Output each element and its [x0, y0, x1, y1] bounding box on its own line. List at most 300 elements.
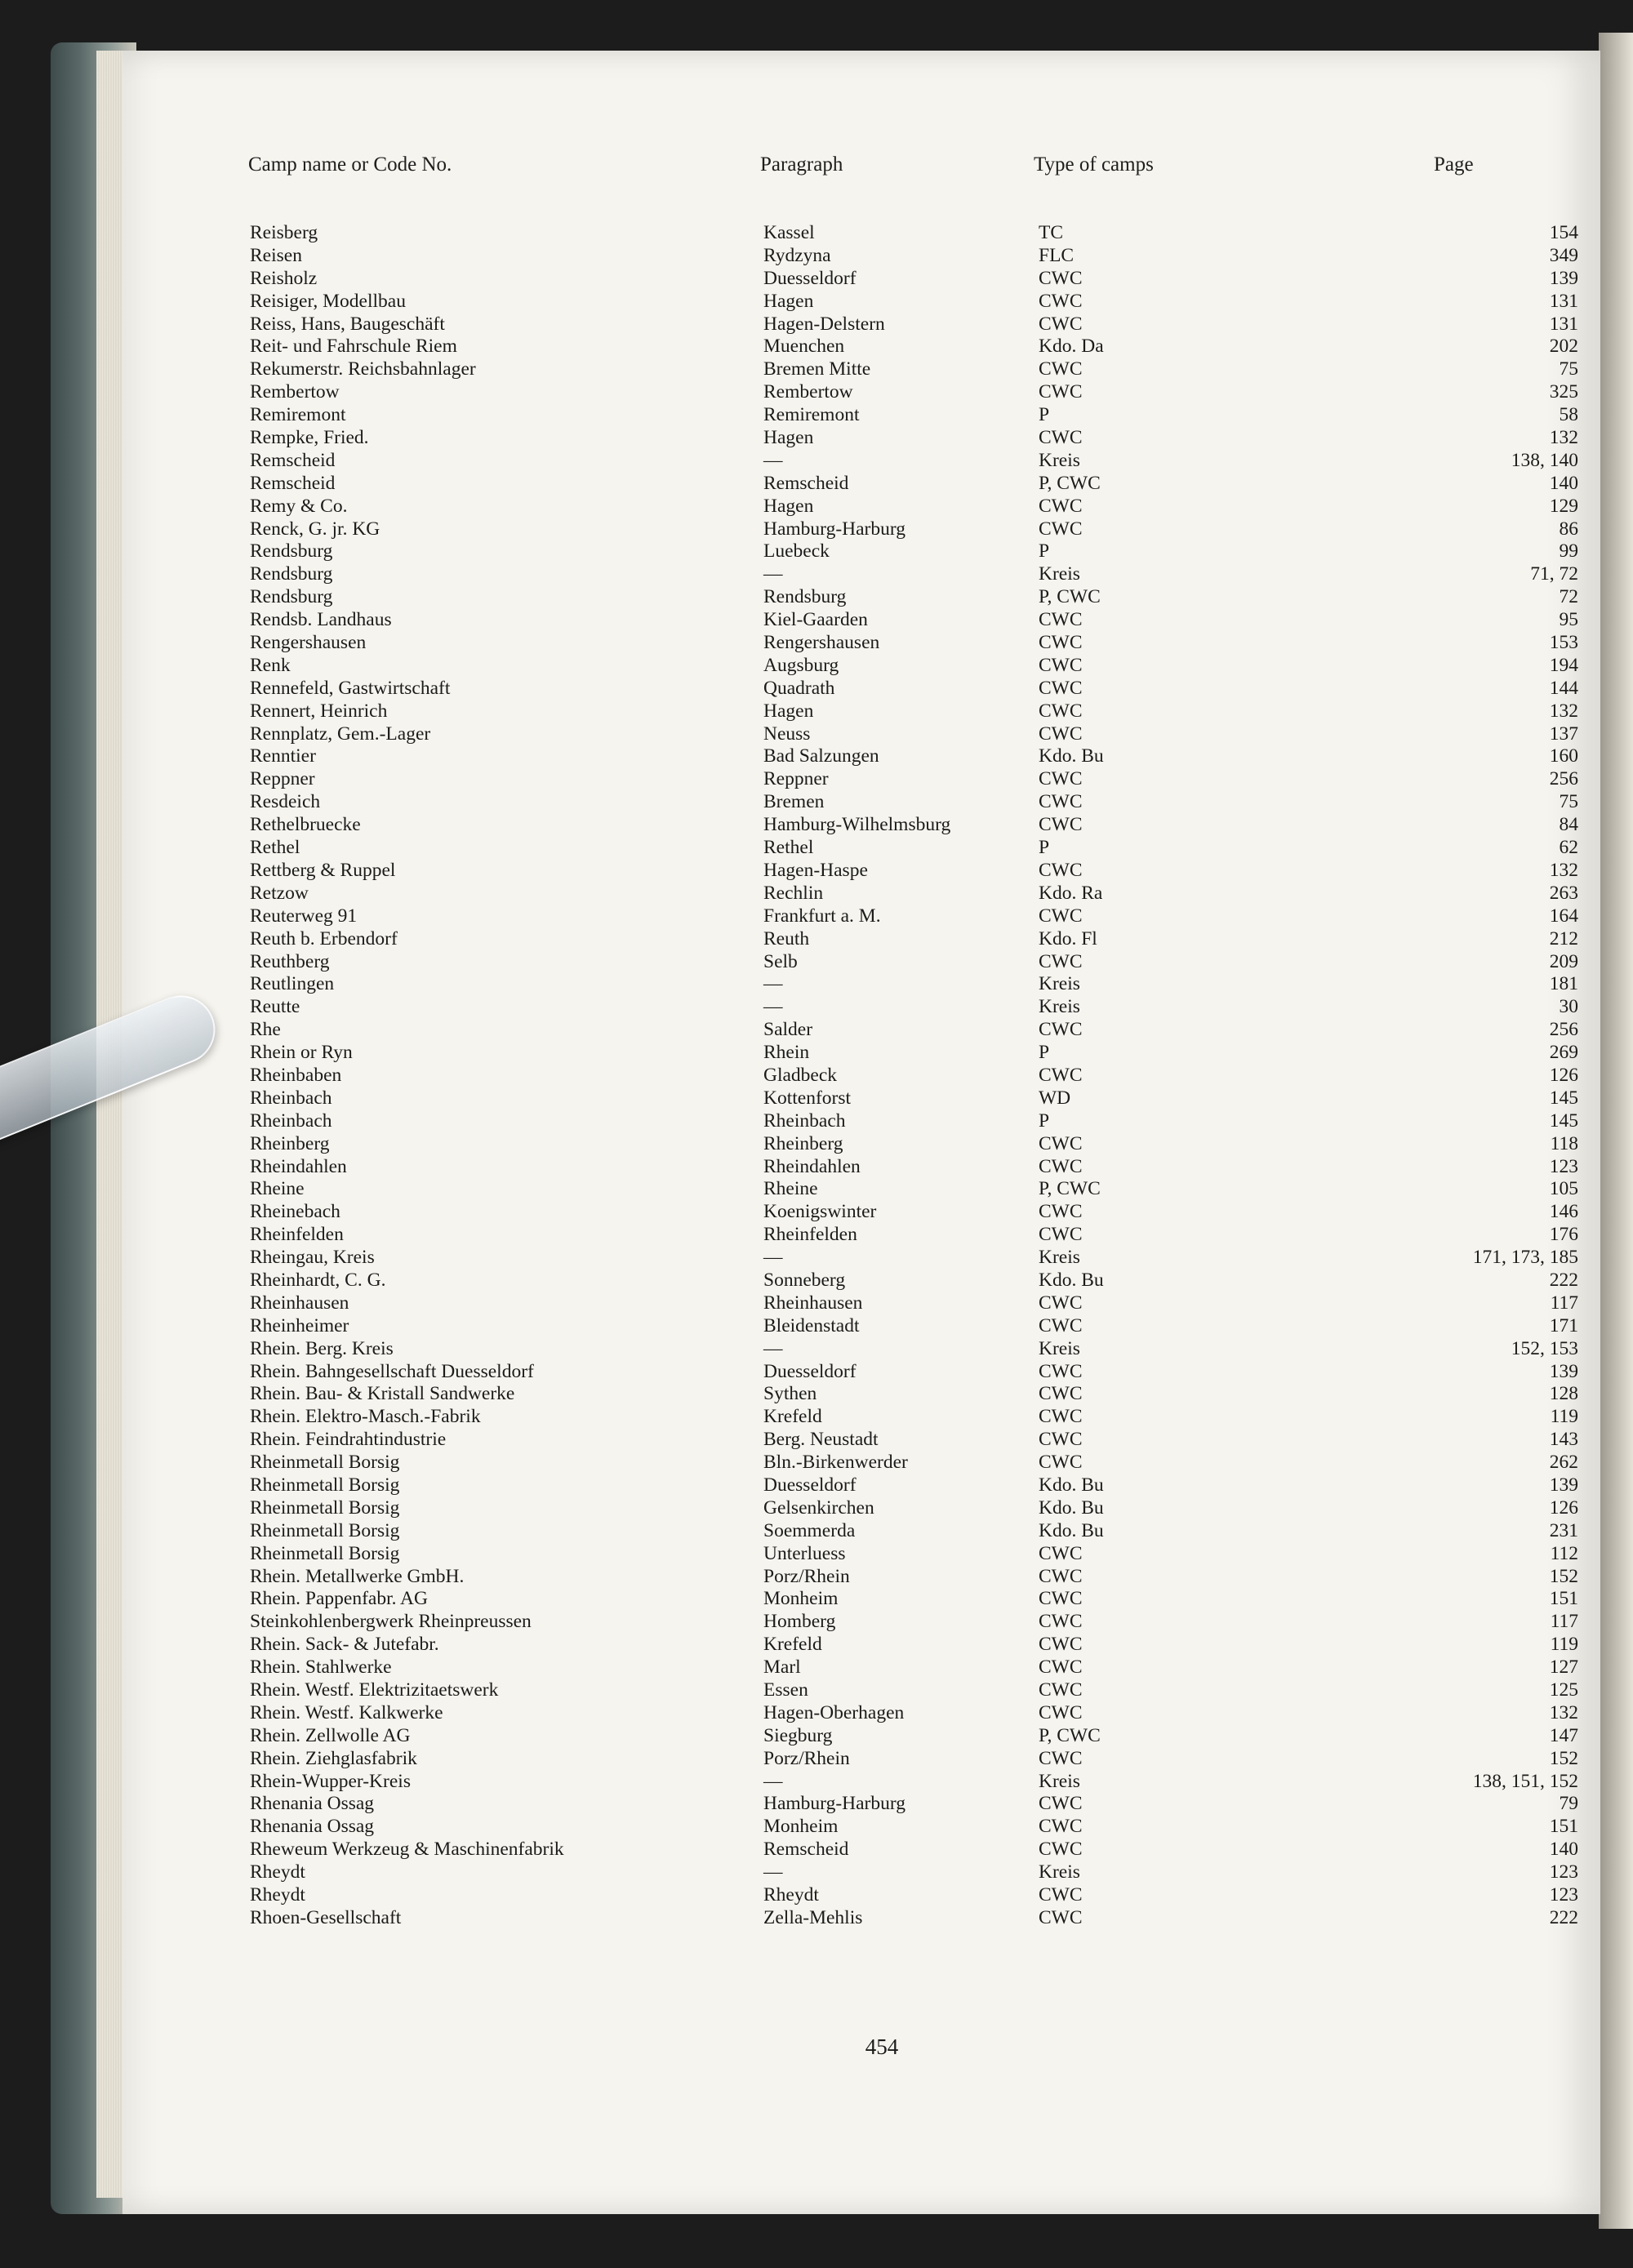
camp-type-cell: Kdo. Da — [1039, 336, 1104, 358]
paragraph-cell: Reuth — [763, 927, 810, 949]
paragraph-cell: Koenigswinter — [763, 1201, 877, 1223]
paragraph-cell: Muenchen — [763, 336, 845, 358]
page-ref-cell: 132 — [1549, 700, 1578, 722]
page-ref-cell: 202 — [1549, 336, 1578, 358]
page-ref-cell: 160 — [1549, 745, 1578, 767]
table-row — [122, 1133, 1600, 1156]
camp-name-cell: Reisiger, Modellbau — [250, 290, 406, 312]
camp-name-cell: Rennefeld, Gastwirtschaft — [250, 677, 451, 699]
camp-type-cell: P, CWC — [1039, 1178, 1101, 1200]
paragraph-cell: Sythen — [763, 1383, 817, 1405]
paragraph-cell: — — [763, 1337, 783, 1359]
camp-type-cell: CWC — [1039, 723, 1083, 745]
table-row — [122, 1201, 1600, 1224]
paragraph-cell: Berg. Neustadt — [763, 1429, 879, 1451]
camp-name-cell: Rheinebach — [250, 1201, 340, 1223]
camp-type-cell: CWC — [1039, 1816, 1083, 1838]
camp-type-cell: CWC — [1039, 768, 1083, 790]
camp-name-cell: Rheinberg — [250, 1132, 330, 1154]
page-ref-cell: 269 — [1549, 1042, 1578, 1064]
table-row — [122, 518, 1600, 541]
camp-name-cell: Rheinmetall Borsig — [250, 1474, 400, 1496]
camp-type-cell: CWC — [1039, 1747, 1083, 1769]
table-row — [122, 814, 1600, 837]
camp-type-cell: CWC — [1039, 905, 1083, 927]
paragraph-cell: Zella-Mehlis — [763, 1906, 863, 1928]
page-ref-cell: 144 — [1549, 677, 1578, 699]
table-row — [122, 632, 1600, 655]
camp-name-cell: Rhoen-Gesellschaft — [250, 1906, 402, 1928]
page-ref-cell: 152 — [1549, 1565, 1578, 1587]
paragraph-cell: Krefeld — [763, 1634, 822, 1656]
camp-name-cell: Rhein. Ziehglasfabrik — [250, 1747, 417, 1769]
page-ref-cell: 222 — [1549, 1906, 1578, 1928]
paragraph-cell: Rheinfelden — [763, 1224, 857, 1246]
page-ref-cell: 123 — [1549, 1884, 1578, 1906]
table-row — [122, 1884, 1600, 1907]
table-row — [122, 1839, 1600, 1861]
table-row — [122, 473, 1600, 496]
camp-type-cell: CWC — [1039, 358, 1083, 380]
paragraph-cell: Rheydt — [763, 1884, 819, 1906]
camp-name-cell: Rheinhausen — [250, 1292, 349, 1314]
camp-type-cell: Kreis — [1039, 563, 1080, 585]
page-ref-cell: 62 — [1559, 837, 1578, 859]
paragraph-cell: Unterluess — [763, 1542, 846, 1564]
paragraph-cell: Selb — [763, 950, 798, 972]
table-row — [122, 1520, 1600, 1543]
paragraph-cell: Monheim — [763, 1816, 839, 1838]
camp-type-cell: CWC — [1039, 1634, 1083, 1656]
table-row — [122, 1497, 1600, 1520]
camp-name-cell: Rhein. Feindrahtindustrie — [250, 1429, 447, 1451]
table-row — [122, 1338, 1600, 1361]
camp-type-cell: Kdo. Bu — [1039, 1496, 1104, 1519]
page-ref-cell: 140 — [1549, 1839, 1578, 1861]
camp-type-cell: Kreis — [1039, 1337, 1080, 1359]
page-ref-cell: 212 — [1549, 927, 1578, 949]
camp-type-cell: CWC — [1039, 1452, 1083, 1474]
camp-type-cell: CWC — [1039, 1064, 1083, 1086]
camp-type-cell: Kreis — [1039, 1247, 1080, 1269]
paragraph-cell: Duesseldorf — [763, 1360, 857, 1382]
page-ref-cell: 263 — [1549, 882, 1578, 904]
camp-type-cell: CWC — [1039, 859, 1083, 881]
camp-name-cell: Reutte — [250, 996, 300, 1018]
camp-name-cell: Rhein or Ryn — [250, 1042, 353, 1064]
camp-name-cell: Reisholz — [250, 267, 318, 289]
camp-type-cell: CWC — [1039, 1565, 1083, 1587]
page-ref-cell: 125 — [1549, 1679, 1578, 1701]
camp-type-cell: Kdo. Bu — [1039, 745, 1104, 767]
paragraph-cell: Frankfurt a. M. — [763, 905, 881, 927]
paragraph-cell: Marl — [763, 1657, 801, 1679]
page-ref-cell: 145 — [1549, 1110, 1578, 1132]
table-row — [122, 1065, 1600, 1087]
camp-name-cell: Reuterweg 91 — [250, 905, 358, 927]
page-ref-cell: 231 — [1549, 1519, 1578, 1541]
table-row — [122, 1861, 1600, 1884]
paragraph-cell: Bln.-Birkenwerder — [763, 1452, 908, 1474]
table-row — [122, 314, 1600, 336]
paragraph-cell: Remscheid — [763, 1839, 849, 1861]
table-row — [122, 1566, 1600, 1589]
paragraph-cell: Luebeck — [763, 540, 830, 563]
table-row — [122, 268, 1600, 291]
header-page: Page — [1434, 153, 1474, 176]
page-ref-cell: 132 — [1549, 1701, 1578, 1723]
camp-type-cell: Kdo. Ra — [1039, 882, 1103, 904]
camp-name-cell: Rennplatz, Gem.-Lager — [250, 723, 431, 745]
paragraph-cell: Kiel-Gaarden — [763, 609, 868, 631]
paragraph-cell: Siegburg — [763, 1724, 833, 1746]
page-ref-cell: 58 — [1559, 404, 1578, 426]
paragraph-cell: Gladbeck — [763, 1064, 838, 1086]
table-row — [122, 222, 1600, 245]
paragraph-cell: Krefeld — [763, 1406, 822, 1428]
camp-name-cell: Reiss, Hans, Baugeschäft — [250, 313, 445, 335]
page-ref-cell: 153 — [1549, 632, 1578, 654]
camp-name-cell: Rhe — [250, 1019, 281, 1041]
page-ref-cell: 145 — [1549, 1087, 1578, 1109]
camp-name-cell: Rheinmetall Borsig — [250, 1542, 400, 1564]
table-row — [122, 358, 1600, 381]
camp-name-cell: Rheinfelden — [250, 1224, 344, 1246]
paragraph-cell: Rethel — [763, 837, 814, 859]
camp-type-cell: CWC — [1039, 1360, 1083, 1382]
page-ref-cell: 75 — [1559, 358, 1578, 380]
table-row — [122, 655, 1600, 678]
paragraph-cell: Reppner — [763, 768, 829, 790]
camp-name-cell: Rekumerstr. Reichsbahnlager — [250, 358, 476, 380]
camp-name-cell: Rhein. Sack- & Jutefabr. — [250, 1634, 439, 1656]
page-ref-cell: 176 — [1549, 1224, 1578, 1246]
camp-type-cell: CWC — [1039, 1701, 1083, 1723]
camp-type-cell: CWC — [1039, 313, 1083, 335]
paragraph-cell: Hagen — [763, 290, 814, 312]
camp-name-cell: Reisberg — [250, 222, 318, 243]
page-ref-cell: 86 — [1559, 518, 1578, 540]
page-ref-cell: 84 — [1559, 814, 1578, 836]
paragraph-cell: Remscheid — [763, 472, 849, 494]
camp-name-cell: Rheinbach — [250, 1110, 332, 1132]
camp-name-cell: Reisen — [250, 244, 302, 266]
camp-type-cell: CWC — [1039, 677, 1083, 699]
camp-name-cell: Rennert, Heinrich — [250, 700, 388, 722]
paragraph-cell: Rembertow — [763, 381, 853, 403]
table-row — [122, 1406, 1600, 1429]
camp-type-cell: CWC — [1039, 1884, 1083, 1906]
camp-name-cell: Rengershausen — [250, 632, 367, 654]
paragraph-cell: Porz/Rhein — [763, 1747, 850, 1769]
paragraph-cell: Duesseldorf — [763, 267, 857, 289]
page-ref-cell: 95 — [1559, 609, 1578, 631]
page-ref-cell: 146 — [1549, 1201, 1578, 1223]
camp-type-cell: P — [1039, 404, 1050, 426]
page-ref-cell: 140 — [1549, 472, 1578, 494]
page-ref-cell: 117 — [1550, 1292, 1578, 1314]
camp-type-cell: CWC — [1039, 495, 1083, 517]
page-ref-cell: 132 — [1549, 859, 1578, 881]
table-row — [122, 1816, 1600, 1839]
page-ref-cell: 349 — [1549, 244, 1578, 266]
table-row — [122, 1793, 1600, 1816]
camp-type-cell: Kreis — [1039, 996, 1080, 1018]
camp-type-cell: CWC — [1039, 1201, 1083, 1223]
table-row — [122, 1292, 1600, 1315]
paragraph-cell: Monheim — [763, 1588, 839, 1610]
paragraph-cell: Bremen Mitte — [763, 358, 871, 380]
camp-type-cell: CWC — [1039, 700, 1083, 722]
camp-name-cell: Retzow — [250, 882, 309, 904]
camp-type-cell: TC — [1039, 222, 1064, 243]
paragraph-cell: Hagen-Haspe — [763, 859, 868, 881]
page-ref-cell: 138, 151, 152 — [1472, 1770, 1578, 1792]
table-row — [122, 1543, 1600, 1566]
page-ref-cell: 256 — [1549, 768, 1578, 790]
table-row — [122, 996, 1600, 1019]
paragraph-cell: Sonneberg — [763, 1269, 846, 1291]
paragraph-cell: Rheine — [763, 1178, 818, 1200]
page-ref-cell: 79 — [1559, 1793, 1578, 1815]
page-ref-cell: 181 — [1549, 973, 1578, 995]
camp-name-cell: Rendsburg — [250, 563, 333, 585]
table-row — [122, 586, 1600, 609]
camp-type-cell: CWC — [1039, 632, 1083, 654]
camp-type-cell: FLC — [1039, 244, 1075, 266]
table-row — [122, 973, 1600, 996]
paragraph-cell: Neuss — [763, 723, 811, 745]
page-ref-cell: 152 — [1549, 1747, 1578, 1769]
camp-type-cell: CWC — [1039, 1314, 1083, 1336]
camp-name-cell: Rempke, Fried. — [250, 427, 369, 449]
camp-type-cell: Kreis — [1039, 1861, 1080, 1883]
page-ref-cell: 126 — [1549, 1496, 1578, 1519]
table-row — [122, 768, 1600, 791]
camp-name-cell: Rheinmetall Borsig — [250, 1496, 400, 1519]
page-ref-cell: 75 — [1559, 791, 1578, 813]
table-row — [122, 1224, 1600, 1247]
camp-name-cell: Renk — [250, 654, 291, 676]
table-row — [122, 1178, 1600, 1201]
paragraph-cell: Porz/Rhein — [763, 1565, 850, 1587]
camp-type-cell: CWC — [1039, 814, 1083, 836]
camp-name-cell: Rhein. Stahlwerke — [250, 1657, 392, 1679]
camp-name-cell: Rheindahlen — [250, 1155, 347, 1177]
camp-type-cell: Kreis — [1039, 973, 1080, 995]
table-row — [122, 450, 1600, 473]
camp-type-cell: WD — [1039, 1087, 1071, 1109]
paragraph-cell: — — [763, 449, 783, 471]
page-ref-cell: 105 — [1549, 1178, 1578, 1200]
page-ref-cell: 262 — [1549, 1452, 1578, 1474]
camp-name-cell: Renntier — [250, 745, 316, 767]
camp-name-cell: Steinkohlenbergwerk Rheinpreussen — [250, 1611, 532, 1633]
paragraph-cell: Essen — [763, 1679, 808, 1701]
paragraph-cell: — — [763, 1861, 783, 1883]
table-row — [122, 678, 1600, 700]
table-row — [122, 1679, 1600, 1702]
table-row — [122, 1452, 1600, 1474]
camp-name-cell: Reit- und Fahrschule Riem — [250, 336, 457, 358]
camp-type-cell: CWC — [1039, 1588, 1083, 1610]
camp-name-cell: Rhein. Elektro-Masch.-Fabrik — [250, 1406, 481, 1428]
paragraph-cell: Salder — [763, 1019, 813, 1041]
paragraph-cell: — — [763, 996, 783, 1018]
camp-type-cell: P — [1039, 1110, 1050, 1132]
facing-page-edge — [1599, 33, 1633, 2229]
table-row — [122, 860, 1600, 883]
camp-type-cell: CWC — [1039, 1657, 1083, 1679]
page-ref-cell: 128 — [1549, 1383, 1578, 1405]
table-row — [122, 1110, 1600, 1133]
camp-name-cell: Rethelbruecke — [250, 814, 361, 836]
table-row — [122, 1270, 1600, 1292]
camp-type-cell: CWC — [1039, 1383, 1083, 1405]
table-row — [122, 1474, 1600, 1497]
table-row — [122, 1907, 1600, 1930]
camp-type-cell: P — [1039, 837, 1050, 859]
paragraph-cell: Remiremont — [763, 404, 860, 426]
table-row — [122, 245, 1600, 268]
camp-type-cell: CWC — [1039, 1019, 1083, 1041]
page-ref-cell: 119 — [1550, 1406, 1578, 1428]
page-ref-cell: 154 — [1549, 222, 1578, 243]
camp-type-cell: CWC — [1039, 381, 1083, 403]
page-ref-cell: 138, 140 — [1511, 449, 1578, 471]
paragraph-cell: Bleidenstadt — [763, 1314, 860, 1336]
camp-name-cell: Rettberg & Ruppel — [250, 859, 396, 881]
paragraph-cell: Homberg — [763, 1611, 836, 1633]
paragraph-cell: — — [763, 563, 783, 585]
camp-type-cell: CWC — [1039, 267, 1083, 289]
camp-name-cell: Rheinbaben — [250, 1064, 342, 1086]
page-ref-cell: 118 — [1550, 1132, 1578, 1154]
camp-type-cell: CWC — [1039, 1429, 1083, 1451]
camp-type-cell: CWC — [1039, 1406, 1083, 1428]
paragraph-cell: Hagen — [763, 427, 814, 449]
page-ref-cell: 194 — [1549, 654, 1578, 676]
camp-index-table — [122, 222, 1600, 1930]
page-ref-cell: 147 — [1549, 1724, 1578, 1746]
page-ref-cell: 152, 153 — [1511, 1337, 1578, 1359]
camp-name-cell: Rheinhardt, C. G. — [250, 1269, 386, 1291]
camp-type-cell: CWC — [1039, 654, 1083, 676]
table-row — [122, 336, 1600, 358]
page-ref-cell: 123 — [1549, 1155, 1578, 1177]
page-ref-cell: 117 — [1550, 1611, 1578, 1633]
table-row — [122, 1634, 1600, 1657]
camp-type-cell: CWC — [1039, 950, 1083, 972]
page-ref-cell: 325 — [1549, 381, 1578, 403]
page-ref-cell: 131 — [1549, 290, 1578, 312]
camp-type-cell: CWC — [1039, 1906, 1083, 1928]
camp-type-cell: CWC — [1039, 427, 1083, 449]
camp-type-cell: Kdo. Bu — [1039, 1269, 1104, 1291]
camp-type-cell: P — [1039, 540, 1050, 563]
paragraph-cell: Gelsenkirchen — [763, 1496, 874, 1519]
paragraph-cell: Rheinbach — [763, 1110, 846, 1132]
camp-name-cell: Rendsburg — [250, 586, 333, 608]
paragraph-cell: Rendsburg — [763, 586, 847, 608]
camp-name-cell: Reppner — [250, 768, 315, 790]
page-ref-cell: 139 — [1549, 1360, 1578, 1382]
camp-type-cell: CWC — [1039, 518, 1083, 540]
page-number: 454 — [865, 2035, 899, 2059]
paragraph-cell: Bremen — [763, 791, 825, 813]
page-ref-cell: 129 — [1549, 495, 1578, 517]
table-row — [122, 1087, 1600, 1110]
table-row — [122, 905, 1600, 928]
table-row — [122, 723, 1600, 746]
page-ref-cell: 112 — [1550, 1542, 1578, 1564]
camp-type-cell: Kreis — [1039, 1770, 1080, 1792]
header-paragraph: Paragraph — [760, 153, 843, 176]
table-row — [122, 883, 1600, 905]
camp-name-cell: Rheingau, Kreis — [250, 1247, 375, 1269]
table-row — [122, 1042, 1600, 1065]
camp-name-cell: Rheweum Werkzeug & Maschinenfabrik — [250, 1839, 564, 1861]
table-row — [122, 1383, 1600, 1406]
page-ref-cell: 71, 72 — [1530, 563, 1578, 585]
paragraph-cell: Kottenforst — [763, 1087, 852, 1109]
camp-type-cell: CWC — [1039, 1611, 1083, 1633]
camp-name-cell: Rheinmetall Borsig — [250, 1519, 400, 1541]
camp-type-cell: P — [1039, 1042, 1050, 1064]
table-row — [122, 1429, 1600, 1452]
table-row — [122, 791, 1600, 814]
camp-name-cell: Rhein. Bau- & Kristall Sandwerke — [250, 1383, 515, 1405]
table-row — [122, 1019, 1600, 1042]
camp-name-cell: Rendsb. Landhaus — [250, 609, 392, 631]
paragraph-cell: Soemmerda — [763, 1519, 856, 1541]
table-row — [122, 1748, 1600, 1771]
camp-type-cell: CWC — [1039, 791, 1083, 813]
camp-name-cell: Reuthberg — [250, 950, 330, 972]
table-row — [122, 1771, 1600, 1794]
camp-name-cell: Renck, G. jr. KG — [250, 518, 380, 540]
page-ref-cell: 151 — [1549, 1816, 1578, 1838]
camp-name-cell: Rheydt — [250, 1884, 305, 1906]
camp-type-cell: CWC — [1039, 1679, 1083, 1701]
table-row — [122, 837, 1600, 860]
table-row — [122, 540, 1600, 563]
paragraph-cell: Rechlin — [763, 882, 824, 904]
table-row — [122, 1725, 1600, 1748]
header-camp-name: Camp name or Code No. — [248, 153, 452, 176]
table-row — [122, 496, 1600, 518]
page-ref-cell: 222 — [1549, 1269, 1578, 1291]
camp-name-cell: Rembertow — [250, 381, 340, 403]
camp-name-cell: Rheydt — [250, 1861, 305, 1883]
camp-name-cell: Remiremont — [250, 404, 346, 426]
paragraph-cell: Bad Salzungen — [763, 745, 879, 767]
table-row — [122, 404, 1600, 427]
paragraph-cell: Hamburg-Wilhelmsburg — [763, 814, 951, 836]
table-row — [122, 928, 1600, 951]
paragraph-cell: Hagen — [763, 495, 814, 517]
page-ref-cell: 171, 173, 185 — [1472, 1247, 1578, 1269]
camp-type-cell: P, CWC — [1039, 586, 1101, 608]
page-ref-cell: 119 — [1550, 1634, 1578, 1656]
page-ref-cell: 143 — [1549, 1429, 1578, 1451]
page-ref-cell: 132 — [1549, 427, 1578, 449]
table-row — [122, 1611, 1600, 1634]
camp-type-cell: CWC — [1039, 1224, 1083, 1246]
page-ref-cell: 131 — [1549, 313, 1578, 335]
table-row — [122, 1657, 1600, 1679]
table-row — [122, 1247, 1600, 1270]
